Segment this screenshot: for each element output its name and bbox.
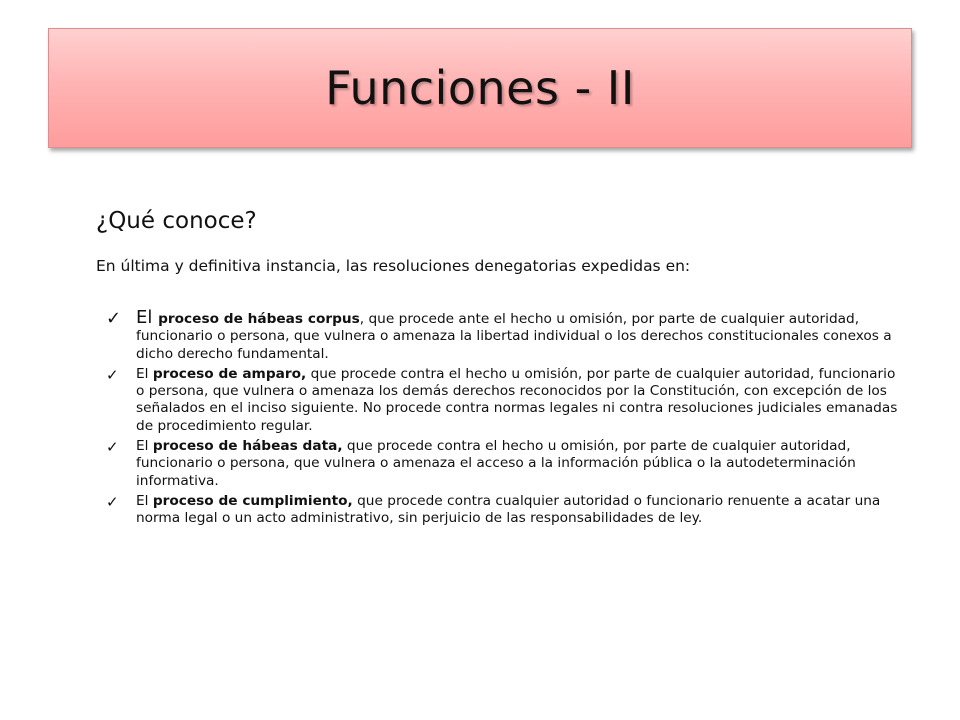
title-banner — [48, 28, 912, 148]
list-item-cumplimiento — [106, 493, 906, 528]
checkmark-icon: ✓ — [106, 438, 119, 457]
item-text: que procede contra cualquier autoridad o funcionario renuente a acatar una norma legal o un acto administrativo, sin perjuicio de las responsabilidades de ley. — [136, 492, 881, 527]
list-item-habeas-corpus — [106, 309, 906, 363]
item-bold: proceso de cumplimiento, — [152, 492, 353, 509]
item-lead: El — [136, 492, 153, 509]
checkmark-icon: ✓ — [106, 492, 119, 511]
process-list — [106, 309, 906, 531]
item-bold: proceso de hábeas corpus — [158, 311, 360, 327]
item-bold: proceso de amparo, — [152, 365, 307, 382]
item-text: , que procede ante el hecho u omisión, por parte de cualquier autoridad, funcionario o persona, que vulnera o amenaza la libertad individual o los derechos constitucionales conexos a dicho derecho fundamental. — [136, 311, 892, 362]
list-item-habeas-data — [106, 438, 906, 490]
item-text: que procede contra el hecho u omisión, por parte de cualquier autoridad, funcionario o persona, que vulnera o amenaza el acceso a la información pública o la autodeterminación informativa. — [136, 438, 856, 489]
item-lead: El — [136, 438, 153, 455]
item-text: que procede contra el hecho u omisión, por parte de cualquier autoridad, funcionario o persona, que vulnera o amenaza los demás derechos reconocidos por la Constitución, con excepción de los señalados en el inciso siguiente. No procede contra normas legales ni contra resoluciones judiciales emanadas de procedimiento regular. — [136, 365, 898, 434]
slide-title: Funciones - II — [325, 61, 635, 115]
item-lead: El — [136, 307, 159, 328]
item-bold: proceso de hábeas data, — [152, 438, 343, 455]
checkmark-icon: ✓ — [106, 365, 119, 384]
list-item-amparo — [106, 366, 906, 435]
intro-text: En última y definitiva instancia, las resoluciones denegatorias expedidas en: — [96, 257, 691, 275]
checkmark-icon: ✓ — [106, 308, 122, 329]
question-heading: ¿Qué conoce? — [96, 208, 257, 234]
item-lead: El — [136, 365, 153, 382]
